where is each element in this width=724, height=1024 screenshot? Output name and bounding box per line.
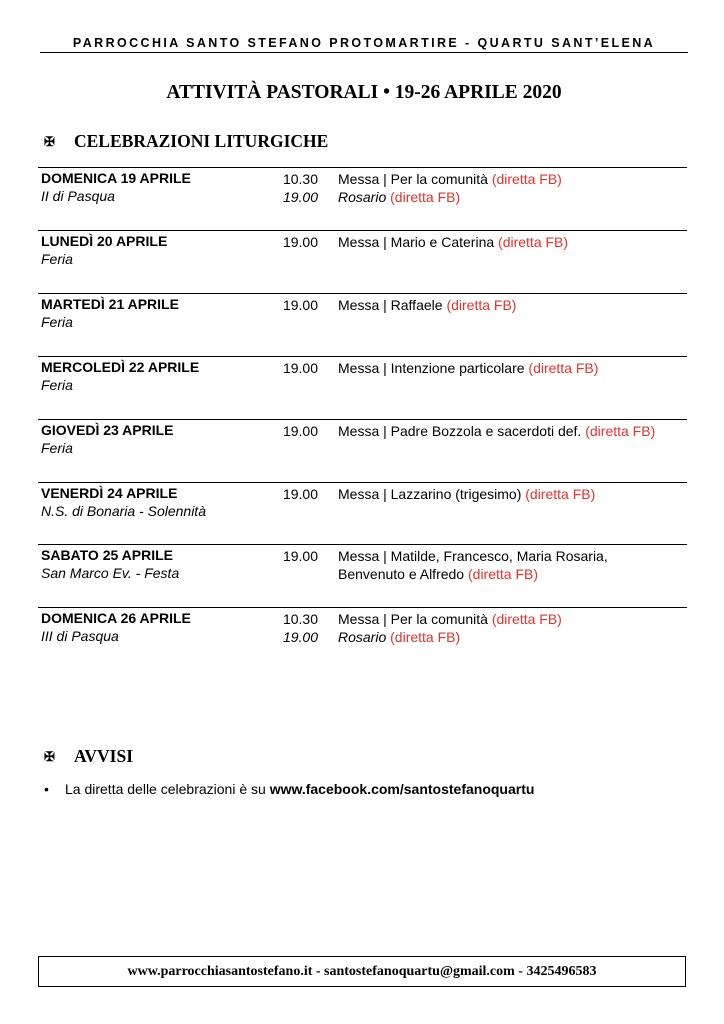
time: 19.00 <box>282 629 318 645</box>
day-name: DOMENICA 26 APRILE <box>41 610 191 626</box>
time: 19.00 <box>282 234 318 250</box>
section-avvisi <box>44 746 133 767</box>
day-subtitle: Feria <box>41 377 73 393</box>
row-divider <box>38 167 687 168</box>
event: Rosario (diretta FB) <box>338 189 461 205</box>
live-fb-tag: (diretta FB) <box>491 171 562 187</box>
event: Messa | Mario e Caterina (diretta FB) <box>338 234 569 250</box>
day-name: SABATO 25 APRILE <box>41 547 173 563</box>
day-subtitle: III di Pasqua <box>41 628 119 644</box>
day-subtitle: Feria <box>41 314 73 330</box>
live-fb-tag: (diretta FB) <box>390 629 461 645</box>
section-title: CELEBRAZIONI LITURGICHE <box>74 131 329 151</box>
times <box>280 610 318 646</box>
day-name: LUNEDÌ 20 APRILE <box>41 233 168 249</box>
time: 19.00 <box>282 548 318 564</box>
section-title: AVVISI <box>74 746 134 766</box>
row-divider <box>38 607 687 608</box>
event: Messa | Padre Bozzola e sacerdoti def. (diretta FB) <box>338 423 656 439</box>
event: Benvenuto e Alfredo (diretta FB) <box>338 566 539 582</box>
events <box>338 610 678 646</box>
page-title: ATTIVITÀ PASTORALI • 19-26 APRILE 2020 <box>166 82 562 103</box>
day-name: MARTEDÌ 21 APRILE <box>41 296 179 312</box>
times <box>280 233 318 251</box>
live-fb-tag: (diretta FB) <box>468 566 539 582</box>
star-bullet-icon: ✠ <box>44 134 55 149</box>
live-fb-tag: (diretta FB) <box>446 297 517 313</box>
event: Messa | Per la comunità (diretta FB) <box>338 611 562 627</box>
event: Messa | Intenzione particolare (diretta FB) <box>338 360 599 376</box>
time: 10.30 <box>282 611 318 627</box>
time: 10.30 <box>282 171 318 187</box>
event: Messa | Per la comunità (diretta FB) <box>338 171 562 187</box>
events <box>338 422 678 440</box>
event: Messa | Raffaele (diretta FB) <box>338 297 517 313</box>
events <box>338 485 678 503</box>
time: 19.00 <box>282 360 318 376</box>
times <box>280 296 318 314</box>
row-divider <box>38 544 687 545</box>
day-subtitle: San Marco Ev. - Festa <box>41 565 180 581</box>
bullet-icon: • <box>44 781 49 797</box>
row-divider <box>38 482 687 483</box>
header-divider <box>40 52 688 53</box>
live-fb-tag: (diretta FB) <box>491 611 562 627</box>
events <box>338 359 678 377</box>
day-name: VENERDÌ 24 APRILE <box>41 485 178 501</box>
avvisi-text: La diretta delle celebrazioni è su <box>65 781 270 797</box>
times <box>280 170 318 206</box>
day-subtitle: N.S. di Bonaria - Solennità <box>41 503 206 519</box>
day-subtitle: II di Pasqua <box>41 188 115 204</box>
row-divider <box>38 356 687 357</box>
event: Messa | Lazzarino (trigesimo) (diretta FB) <box>338 486 596 502</box>
live-fb-tag: (diretta FB) <box>528 360 599 376</box>
events <box>338 547 678 583</box>
time: 19.00 <box>282 423 318 439</box>
times <box>280 485 318 503</box>
row-divider <box>38 419 687 420</box>
row-divider <box>38 293 687 294</box>
live-fb-tag: (diretta FB) <box>498 234 569 250</box>
event: Messa | Matilde, Francesco, Maria Rosaria, <box>338 548 608 564</box>
live-fb-tag: (diretta FB) <box>585 423 656 439</box>
time: 19.00 <box>282 189 318 205</box>
avvisi-item <box>44 781 534 797</box>
times <box>280 547 318 565</box>
times <box>280 359 318 377</box>
time: 19.00 <box>282 486 318 502</box>
event: Rosario (diretta FB) <box>338 629 461 645</box>
star-bullet-icon: ✠ <box>44 749 55 764</box>
parish-header: PARROCCHIA SANTO STEFANO PROTOMARTIRE - QUARTU SANT’ELENA <box>72 36 656 50</box>
live-fb-tag: (diretta FB) <box>525 486 596 502</box>
events <box>338 296 678 314</box>
row-divider <box>38 230 687 231</box>
day-name: DOMENICA 19 APRILE <box>41 170 191 186</box>
day-subtitle: Feria <box>41 440 73 456</box>
day-name: MERCOLEDÌ 22 APRILE <box>41 359 200 375</box>
times <box>280 422 318 440</box>
section-celebrazioni <box>44 131 328 152</box>
facebook-link[interactable]: www.facebook.com/santostefanoquartu <box>269 781 535 797</box>
time: 19.00 <box>282 297 318 313</box>
footer-contacts: www.parrocchiasantostefano.it - santostefanoquartu@gmail.com - 3425496583 <box>38 956 686 987</box>
events <box>338 170 678 206</box>
day-name: GIOVEDÌ 23 APRILE <box>41 422 174 438</box>
live-fb-tag: (diretta FB) <box>390 189 461 205</box>
day-subtitle: Feria <box>41 251 73 267</box>
events <box>338 233 678 251</box>
